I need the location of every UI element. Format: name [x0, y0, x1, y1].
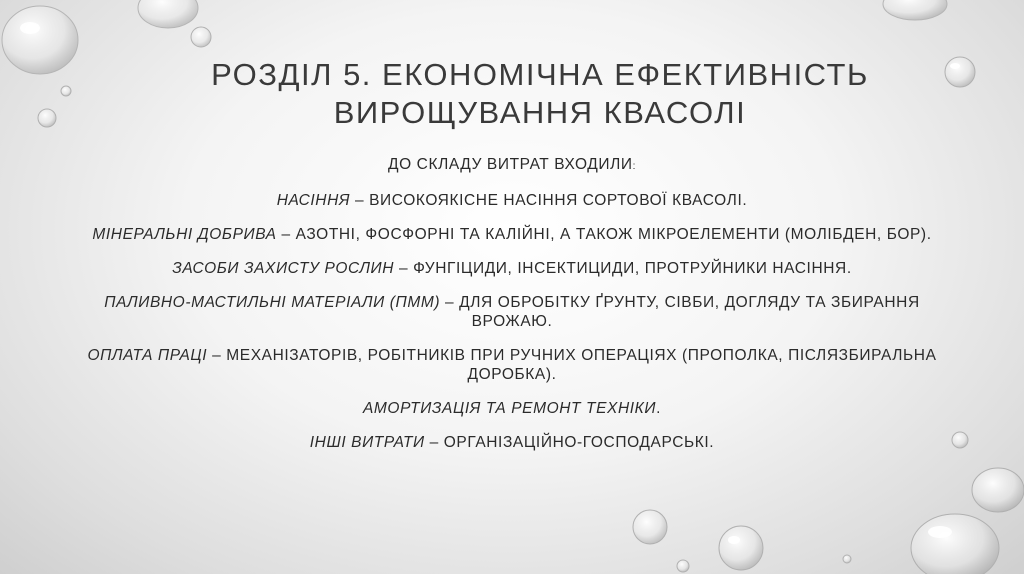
slide-title [200, 56, 880, 132]
cost-item [80, 399, 944, 418]
water-drop-icon [633, 510, 667, 544]
water-drop-icon [843, 555, 851, 563]
water-drop-icon [61, 86, 71, 96]
cost-term: ОПЛАТА ПРАЦІ [87, 347, 208, 364]
cost-description: ОРГАНІЗАЦІЙНО-ГОСПОДАРСЬКІ. [443, 434, 715, 451]
water-drop-icon [883, 0, 947, 20]
water-drop-icon [677, 560, 689, 572]
cost-separator: – [276, 226, 296, 243]
cost-description: . [656, 400, 662, 417]
water-drop-icon [191, 27, 211, 47]
cost-term: ІНШІ ВИТРАТИ [309, 434, 425, 451]
water-drop-icon [719, 526, 763, 570]
cost-separator: – [424, 434, 444, 451]
cost-item [80, 293, 944, 331]
cost-description: ФУНГІЦИДИ, ІНСЕКТИЦИДИ, ПРОТРУЙНИКИ НАСІННЯ. [413, 260, 852, 277]
cost-term: ЗАСОБИ ЗАХИСТУ РОСЛИН [172, 260, 395, 277]
water-drop-icon [945, 57, 975, 87]
title-line: РОЗДІЛ 5. ЕКОНОМІЧНА ЕФЕКТИВНІСТЬ [211, 57, 869, 92]
water-drop-icon [952, 432, 968, 448]
title-line: ВИРОЩУВАННЯ КВАСОЛІ [333, 95, 747, 130]
cost-separator: – [207, 347, 227, 364]
cost-item [80, 346, 944, 384]
intro-colon: : [632, 161, 637, 172]
cost-description: МЕХАНІЗАТОРІВ, РОБІТНИКІВ ПРИ РУЧНИХ ОПЕРАЦІЯХ (ПРОПОЛКА, ПІСЛЯЗБИРАЛЬНА ДОРОБКА). [226, 347, 937, 383]
water-drop-icon [972, 468, 1024, 512]
cost-description: АЗОТНІ, ФОСФОРНІ ТА КАЛІЙНІ, А ТАКОЖ МІКРОЕЛЕМЕНТИ (МОЛІБДЕН, БОР). [295, 226, 932, 243]
cost-description: ВИСОКОЯКІСНЕ НАСІННЯ СОРТОВОЇ КВАСОЛІ. [369, 192, 748, 209]
cost-item [80, 259, 944, 278]
cost-item [80, 433, 944, 452]
cost-item [80, 191, 944, 210]
water-drop-icon [911, 514, 999, 574]
slide-body [80, 155, 944, 467]
cost-term: АМОРТИЗАЦІЯ ТА РЕМОНТ ТЕХНІКИ [362, 400, 657, 417]
cost-separator: – [350, 192, 370, 209]
water-drop-icon [138, 0, 198, 28]
cost-separator: – [394, 260, 414, 277]
cost-description: ДЛЯ ОБРОБІТКУ ҐРУНТУ, СІВБИ, ДОГЛЯДУ ТА ЗБИРАННЯ ВРОЖАЮ. [459, 294, 920, 330]
intro-paragraph [80, 155, 944, 176]
water-drop-icon [38, 109, 56, 127]
cost-separator: – [440, 294, 460, 311]
cost-item [80, 225, 944, 244]
cost-term: МІНЕРАЛЬНІ ДОБРИВА [92, 226, 277, 243]
cost-term: ПАЛИВНО-МАСТИЛЬНІ МАТЕРІАЛИ (ПММ) [104, 294, 441, 311]
intro-text: ДО СКЛАДУ ВИТРАТ ВХОДИЛИ [387, 156, 633, 173]
cost-term: НАСІННЯ [276, 192, 351, 209]
water-drop-icon [2, 6, 78, 74]
